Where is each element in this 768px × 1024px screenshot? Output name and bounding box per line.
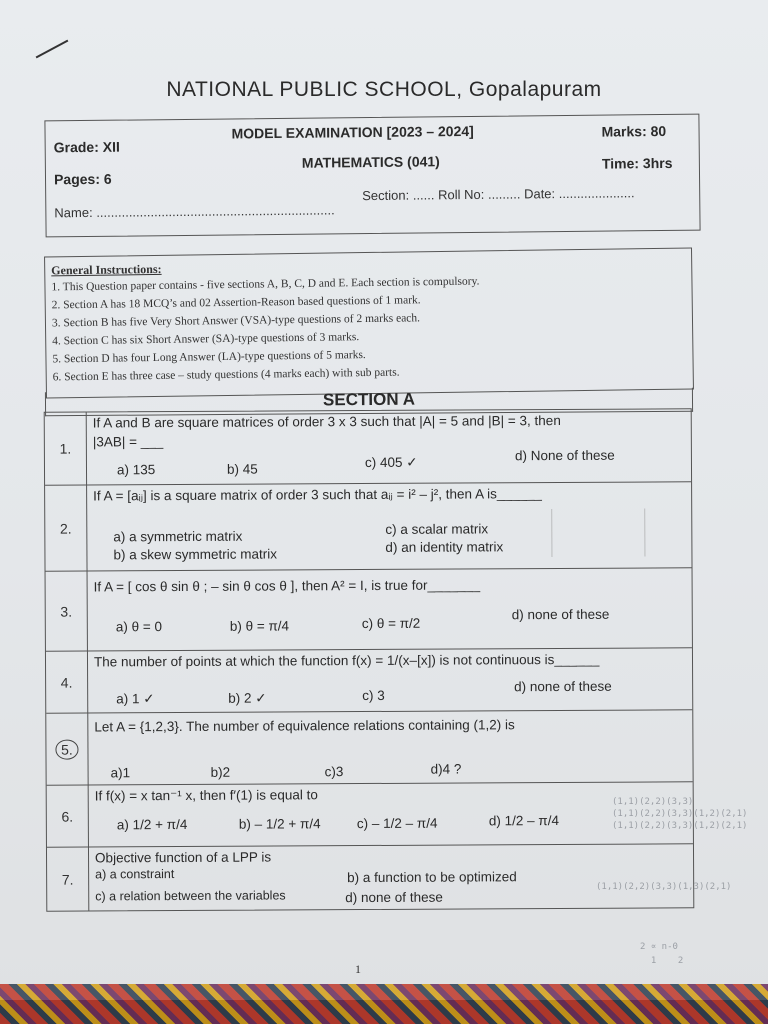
option-d: d) none of these	[514, 678, 612, 695]
name-field: Name: ..................................................................	[54, 202, 335, 221]
option-d: d) none of these	[511, 606, 610, 623]
option-d: d)4 ?	[430, 761, 462, 777]
school-name: NATIONAL PUBLIC SCHOOL, Gopalapuram	[166, 78, 602, 101]
question-row	[47, 843, 693, 910]
background-fabric	[0, 984, 768, 1024]
question-row	[46, 647, 692, 712]
question-number: 2.	[45, 485, 87, 570]
pencil-scribble: (1,1)(2,2)(3,3) (1,1)(2,2)(3,3)(1,2)(2,1) (1,1)(2,2)(3,3)(1,2)(2,1)	[612, 797, 748, 831]
marks: Marks: 80	[601, 122, 667, 140]
question-body	[94, 648, 686, 712]
question-body	[95, 844, 687, 910]
question-stem: If f(x) = x tan⁻¹ x, then f′(1) is equal to	[94, 787, 318, 804]
instruction-item: 1. This Question paper contains - five sections A, B, C, D and E. Each section is compulsory.	[51, 275, 480, 294]
question-number: 4.	[46, 651, 88, 712]
question-row	[45, 409, 691, 484]
question-body	[93, 409, 685, 484]
option-b: b) θ = π/4	[229, 618, 290, 634]
question-body	[94, 568, 686, 650]
pages: Pages: 6	[53, 170, 112, 188]
question-body	[93, 482, 685, 570]
option-b: b) 45	[226, 461, 258, 477]
question-number: 1.	[45, 412, 87, 484]
question-row	[47, 781, 693, 846]
question-row	[45, 481, 691, 570]
option-a: a) 135	[116, 462, 156, 478]
option-b: b) 2 ✓	[228, 690, 267, 706]
question-row	[46, 709, 692, 784]
option-d: d) an identity matrix	[385, 539, 504, 555]
option-a: a)1	[110, 765, 131, 781]
pen-mark	[36, 40, 69, 59]
instruction-item: 5. Section D has four Long Answer (LA)-type questions of 5 marks.	[52, 349, 366, 366]
question-stem-line2: |3AB| = ___	[92, 434, 164, 450]
option-c: c) 3	[362, 687, 385, 704]
instructions-title: General Instructions:	[51, 261, 162, 278]
time: Time: 3hrs	[601, 154, 673, 172]
pencil-matrix-sketch	[551, 509, 645, 557]
option-d: d) none of these	[345, 889, 443, 906]
option-b: b) a function to be optimized	[347, 869, 517, 886]
instruction-item: 4. Section C has six Short Answer (SA)-type questions of 3 marks.	[52, 331, 360, 348]
question-stem: Let A = {1,2,3}. The number of equivalence relations containing (1,2) is	[94, 717, 515, 735]
question-body	[95, 782, 687, 846]
question-stem: Objective function of a LPP is	[94, 849, 272, 866]
question-body	[94, 710, 686, 784]
option-a: a) 1/2 + π/4	[116, 816, 188, 833]
subject: MATHEMATICS (041)	[301, 153, 440, 171]
option-b: b) a skew symmetric matrix	[113, 546, 278, 563]
option-d: d) None of these	[514, 447, 615, 464]
question-stem: If A and B are square matrices of order 3 x 3 such that |A| = 5 and |B| = 3, then	[92, 412, 561, 431]
question-number: 7.	[47, 847, 89, 910]
instruction-item: 3. Section B has five Very Short Answer (VSA)-type questions of 2 marks each.	[51, 312, 421, 330]
pencil-scribble: (1,1)(2,2)(3,3)(1,3)(2,1)	[596, 882, 732, 892]
option-b: b)2	[210, 764, 231, 780]
option-c: c) a relation between the variables	[95, 888, 286, 904]
option-a: a) a constraint	[95, 867, 175, 882]
exam-header-box	[44, 114, 700, 238]
option-c: c) θ = π/2	[361, 615, 421, 632]
question-stem: If A = [ cos θ sin θ ; – sin θ cos θ ], then A² = I, is true for_______	[93, 577, 481, 595]
option-c: c) 405 ✓	[364, 454, 418, 471]
option-c: c) – 1/2 – π/4	[356, 815, 438, 832]
question-row	[46, 567, 692, 650]
question-stem: If A = [aᵢⱼ] is a square matrix of order 3 such that aᵢⱼ = i² – j², then A is______	[93, 486, 542, 504]
exam-title: MODEL EXAMINATION [2023 – 2024]	[231, 122, 474, 142]
instruction-item: 2. Section A has 18 MCQ’s and 02 Assertion-Reason based questions of 1 mark.	[51, 294, 421, 312]
section-a-title: SECTION A	[45, 388, 693, 417]
option-a: a) θ = 0	[115, 619, 163, 635]
general-instructions	[44, 247, 694, 398]
option-c: c)3	[324, 764, 344, 780]
option-d: d) 1/2 – π/4	[488, 813, 559, 829]
section-rollno-date: Section: ...... Roll No: ......... Date: .....................	[362, 185, 635, 204]
option-c: c) a scalar matrix	[385, 521, 489, 537]
question-number: 3.	[46, 571, 88, 650]
question-number: 5.	[46, 713, 88, 784]
grade: Grade: XII	[53, 138, 120, 156]
option-a: a) 1 ✓	[116, 691, 155, 707]
question-number: 6.	[47, 785, 89, 846]
pencil-scribble: 2 ∝ n-0 1 2	[640, 942, 684, 966]
option-a: a) a symmetric matrix	[113, 528, 243, 545]
page-number: 1	[355, 962, 361, 976]
questions-table	[44, 408, 695, 911]
instruction-item: 6. Section E has three case – study questions (4 marks each) with sub parts.	[52, 366, 400, 384]
option-b: b) – 1/2 + π/4	[238, 816, 321, 832]
question-stem: The number of points at which the function f(x) = 1/(x–[x]) is not continuous is______	[93, 651, 600, 670]
